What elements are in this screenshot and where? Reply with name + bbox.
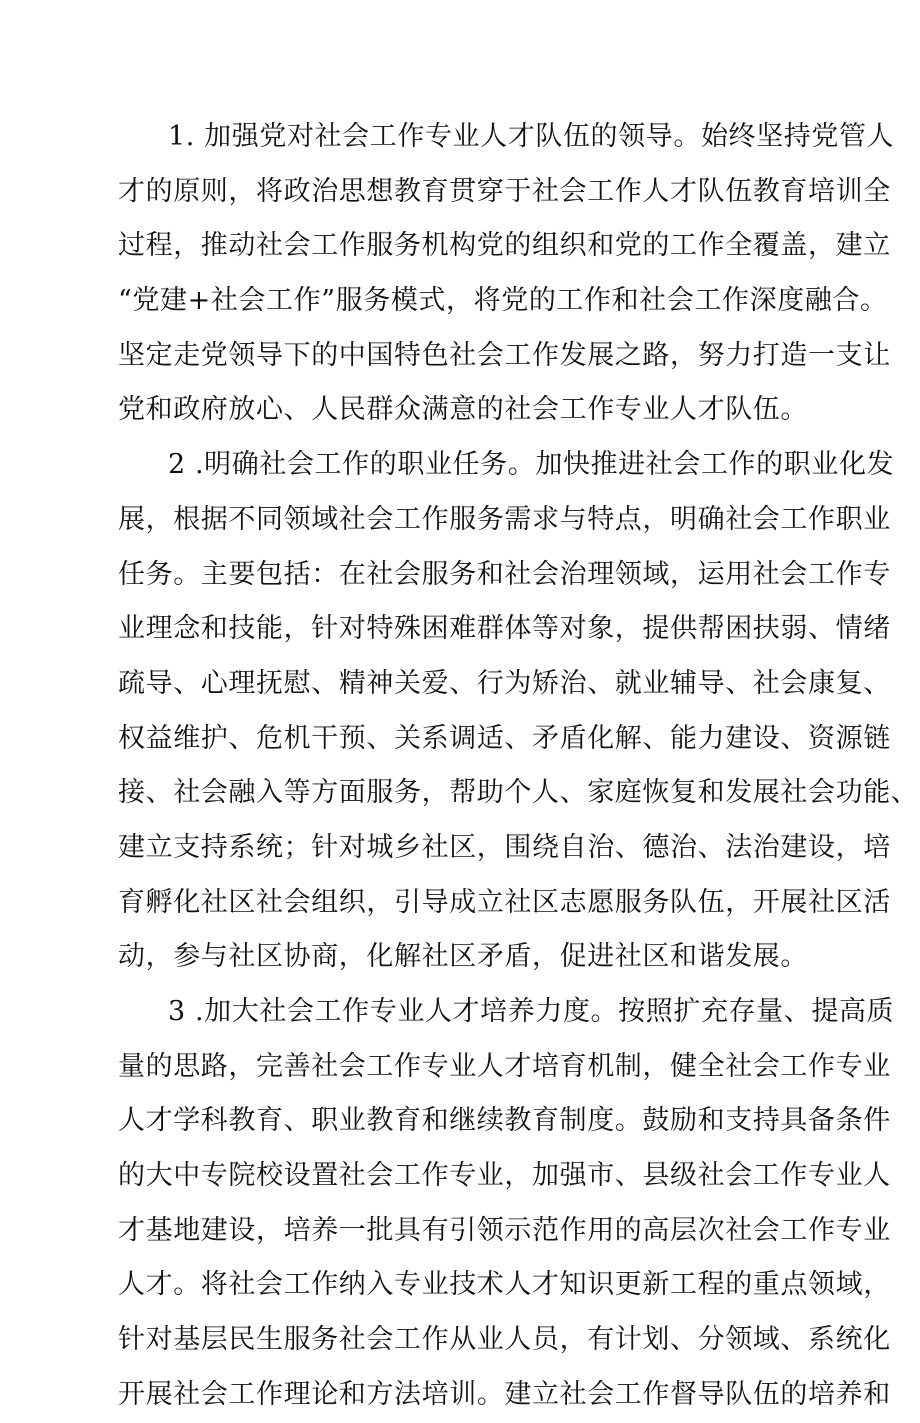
paragraph-1 <box>118 110 895 438</box>
text-line: 1. 加强党对社会工作专业人才队伍的领导。始终坚持党管人 <box>168 121 895 152</box>
text-line: 针对基层民生服务社会工作从业人员，有计划、分领域、系统化 <box>118 1324 891 1356</box>
text-line: 2 .明确社会工作的职业任务。加快推进社会工作的职业化发 <box>168 449 895 481</box>
text-line: 才的原则，将政治思想教育贯穿于社会工作人才队伍教育培训全 <box>118 175 891 207</box>
text-line: 开展社会工作理论和方法培训。建立社会工作督导队伍的培养和 <box>118 1378 891 1410</box>
text-line: 动，参与社区协商，化解社区矛盾，促进社区和谐发展。 <box>118 941 808 973</box>
paragraph-3 <box>118 985 895 1423</box>
text-line: 展，根据不同领域社会工作服务需求与特点，明确社会工作职业 <box>118 503 891 535</box>
text-line: 任务。主要包括：在社会服务和社会治理领域，运用社会工作专 <box>118 558 891 590</box>
text-line: 过程，推动社会工作服务机构党的组织和党的工作全覆盖，建立 <box>118 230 891 262</box>
text-line: 业理念和技能，针对特殊困难群体等对象，提供帮困扶弱、情绪 <box>118 613 891 645</box>
text-line: 建立支持系统；针对城乡社区，围绕自治、德治、法治建设，培 <box>118 831 891 863</box>
text-line: 3 .加大社会工作专业人才培养力度。按照扩充存量、提高质 <box>168 996 895 1027</box>
text-line: 才基地建设，培养一批具有引领示范作用的高层次社会工作专业 <box>118 1214 891 1246</box>
text-line: 疏导、心理抚慰、精神关爱、行为矫治、就业辅导、社会康复、 <box>118 667 891 699</box>
text-line: 量的思路，完善社会工作专业人才培育机制，健全社会工作专业 <box>118 1050 891 1082</box>
document-body <box>118 110 919 1423</box>
text-line: 坚定走党领导下的中国特色社会工作发展之路，努力打造一支让 <box>118 339 891 371</box>
text-line: 权益维护、危机干预、关系调适、矛盾化解、能力建设、资源链 <box>118 722 891 754</box>
paragraph-2 <box>118 438 919 985</box>
text-line: 接、社会融入等方面服务，帮助个人、家庭恢复和发展社会功能、 <box>118 777 919 809</box>
text-line: 育孵化社区社会组织，引导成立社区志愿服务队伍，开展社区活 <box>118 886 891 918</box>
text-line: 的大中专院校设置社会工作专业，加强市、县级社会工作专业人 <box>118 1160 891 1192</box>
text-line: 人才。将社会工作纳入专业技术人才知识更新工程的重点领域， <box>118 1269 891 1301</box>
text-line: 人才学科教育、职业教育和继续教育制度。鼓励和支持具备条件 <box>118 1105 891 1137</box>
text-line: “党建+社会工作”服务模式，将党的工作和社会工作深度融合。 <box>118 285 888 317</box>
text-line: 党和政府放心、人民群众满意的社会工作专业人才队伍。 <box>118 394 808 426</box>
